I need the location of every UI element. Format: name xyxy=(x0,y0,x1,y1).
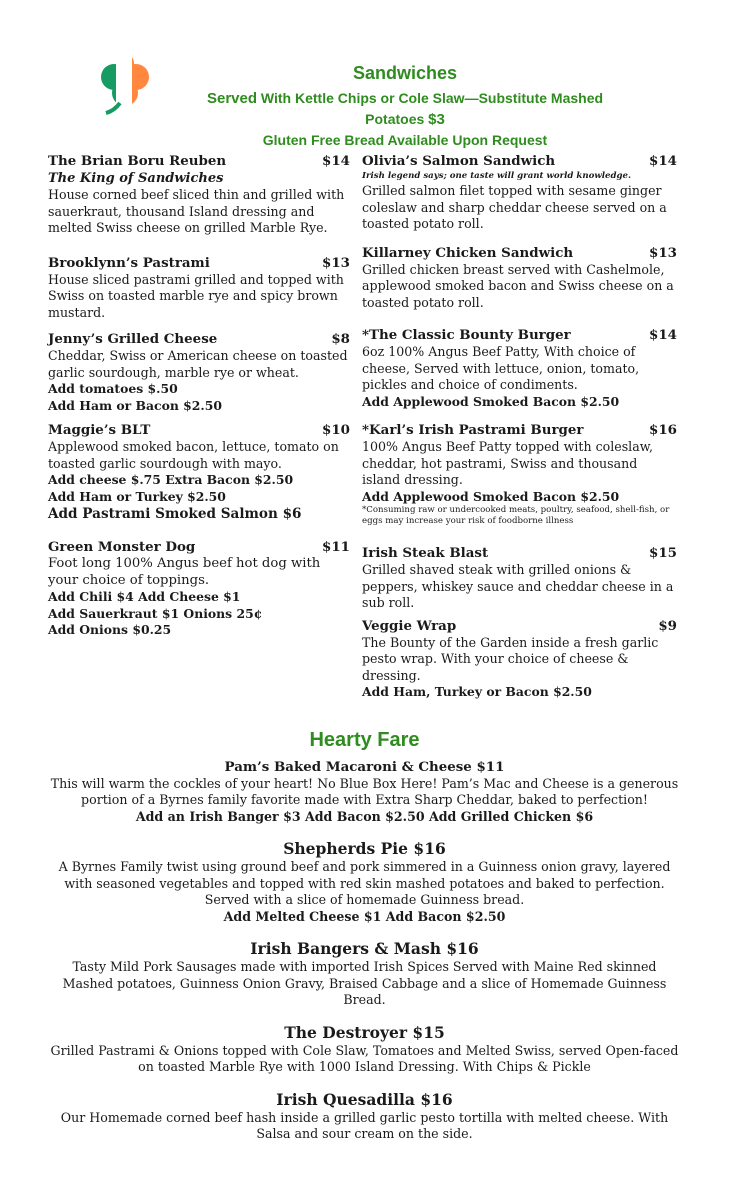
hearty-item xyxy=(50,1090,679,1143)
item-price: $13 xyxy=(649,244,677,261)
gluten-free-note: Gluten Free Bread Available Upon Request xyxy=(262,132,548,148)
item-name: The Brian Boru Reuben xyxy=(48,153,227,169)
shamrock-flag-logo xyxy=(94,55,156,117)
item-addon: Add tomatoes $.50 xyxy=(48,381,178,396)
item-price: $16 xyxy=(649,422,677,438)
menu-item xyxy=(362,245,677,312)
item-name: *The Classic Bounty Burger xyxy=(362,327,571,343)
item-name: Brooklynn’s Pastrami xyxy=(48,254,210,271)
item-description: Grilled chicken breast served with Cashelmole, applewood smoked bacon and Swiss cheese on a toasted potato roll. xyxy=(362,261,674,310)
item-price: $15 xyxy=(649,545,677,561)
item-name: Irish Steak Blast xyxy=(362,545,489,561)
item-description: Cheddar, Swiss or American cheese on toasted garlic sourdough, marble rye or wheat. xyxy=(48,348,348,380)
item-addon: Add Sauerkraut $1 Onions 25¢ xyxy=(48,605,263,621)
item-addon: Add Chili $4 Add Cheese $1 xyxy=(48,589,241,604)
item-addon: Add Ham or Bacon $2.50 xyxy=(48,397,222,413)
food-safety-disclaimer: *Consuming raw or undercooked meats, poultry, seafood, shell-fish, or eggs may increase your risk of foodborne illness xyxy=(362,505,670,526)
item-price: $14 xyxy=(649,327,677,343)
item-name: Maggie’s BLT xyxy=(48,422,151,438)
item-description: Grilled shaved steak with grilled onions & peppers, whiskey sauce and cheddar cheese in a sub roll. xyxy=(362,562,674,610)
hearty-item-name: Irish Quesadilla $16 xyxy=(276,1089,453,1109)
menu-item xyxy=(362,545,677,612)
item-tagline: Irish legend says; one taste will grant world knowledge. xyxy=(362,171,631,181)
item-addon: Add Ham, Turkey or Bacon $2.50 xyxy=(362,684,592,699)
hearty-item-name: The Destroyer $15 xyxy=(284,1022,445,1042)
hearty-item-addon: Add an Irish Banger $3 Add Bacon $2.50 Add Grilled Chicken $6 xyxy=(135,808,594,824)
item-description: The Bounty of the Garden inside a fresh garlic pesto wrap. With your choice of cheese & dressing. xyxy=(362,634,659,683)
hearty-item xyxy=(50,839,679,925)
hearty-item xyxy=(50,939,679,1009)
menu-item xyxy=(362,618,677,701)
hearty-fare-title: Hearty Fare xyxy=(309,729,420,751)
menu-item xyxy=(48,539,350,639)
hearty-item-name: Pam’s Baked Macaroni & Cheese $11 xyxy=(224,759,505,775)
item-addon: Add cheese $.75 Extra Bacon $2.50 xyxy=(48,472,294,487)
served-with-line: Served With Kettle Chips or Cole Slaw—Substitute Mashed Potatoes $3 xyxy=(206,90,604,128)
item-description: Grilled salmon filet topped with sesame ginger coleslaw and sharp cheddar cheese served on a toasted potato roll. xyxy=(362,183,667,231)
item-addon: Add Applewood Smoked Bacon $2.50 xyxy=(362,393,620,409)
left-menu-column xyxy=(48,153,350,639)
item-price: $13 xyxy=(322,254,350,271)
item-price: $9 xyxy=(658,617,677,634)
hearty-item-description: Grilled Pastrami & Onions topped with Cole Slaw, Tomatoes and Melted Swiss, served Open-faced on toasted Marble Rye with 1000 Island Dressing. With Chips & Pickle xyxy=(50,1042,679,1074)
menu-item xyxy=(48,422,350,523)
item-addon: Add Onions $0.25 xyxy=(48,622,172,637)
item-description: 100% Angus Beef Patty topped with coleslaw, cheddar, hot pastrami, Swiss and thousand island dressing. xyxy=(362,439,654,487)
menu-item xyxy=(362,327,677,410)
item-description: Applewood smoked bacon, lettuce, tomato on toasted garlic sourdough with mayo. xyxy=(48,439,339,471)
hearty-fare-section xyxy=(0,727,729,1143)
item-description: 6oz 100% Angus Beef Patty, With choice of cheese, Served with lettuce, onion, tomato, pickles and choice of condiments. xyxy=(362,344,640,392)
hearty-item-description: A Byrnes Family twist using ground beef and pork simmered in a Guinness onion gravy, layered with seasoned vegetables and topped with red skin mashed potatoes and baked to perfection. Served with a slice of homemade Guinness bread. xyxy=(58,859,671,907)
hearty-item-name: Shepherds Pie $16 xyxy=(283,839,446,858)
hearty-item-description: Our Homemade corned beef hash inside a grilled garlic pesto tortilla with melted cheese. With Salsa and sour cream on the side. xyxy=(60,1109,669,1141)
item-name: *Karl’s Irish Pastrami Burger xyxy=(362,422,584,438)
item-description: House sliced pastrami grilled and topped with Swiss on toasted marble rye and spicy brown mustard. xyxy=(48,271,344,320)
hearty-item-addon: Add Melted Cheese $1 Add Bacon $2.50 xyxy=(223,908,506,924)
item-price: $14 xyxy=(322,153,350,169)
hearty-item xyxy=(50,1023,679,1076)
item-name: Olivia’s Salmon Sandwich xyxy=(362,153,556,169)
sandwiches-header xyxy=(180,62,630,150)
menu-item xyxy=(48,255,350,322)
item-description: House corned beef sliced thin and grilled with sauerkraut, thousand Island dressing and melted Swiss cheese on grilled Marble Rye. xyxy=(48,187,345,235)
item-description: Foot long 100% Angus beef hot dog with your choice of toppings. xyxy=(48,556,321,588)
item-name: Veggie Wrap xyxy=(362,617,457,634)
item-price: $8 xyxy=(331,331,350,347)
item-price: $14 xyxy=(649,153,677,169)
item-name: Green Monster Dog xyxy=(48,539,196,555)
item-tagline: The King of Sandwiches xyxy=(48,171,224,186)
hearty-item-description: Tasty Mild Pork Sausages made with imported Irish Spices Served with Maine Red skinned Mashed potatoes, Guinness Onion Gravy, Braised Cabbage and a slice of Homemade Guinness Bread. xyxy=(62,959,667,1007)
item-addon: Add Pastrami Smoked Salmon $6 xyxy=(48,506,302,522)
menu-item xyxy=(362,422,677,527)
item-price: $11 xyxy=(322,539,350,555)
hearty-item-name: Irish Bangers & Mash $16 xyxy=(250,939,479,958)
hearty-item-description: This will warm the cockles of your heart! No Blue Box Here! Pam’s Mac and Cheese is a generous portion of a Byrnes family favorite made with Extra Sharp Cheddar, baked to perfection! xyxy=(50,775,679,807)
menu-item xyxy=(362,153,677,233)
item-name: Jenny’s Grilled Cheese xyxy=(48,331,218,347)
hearty-item xyxy=(50,759,679,825)
right-menu-column xyxy=(362,153,677,701)
item-price: $10 xyxy=(322,422,350,438)
item-addon: Add Ham or Turkey $2.50 xyxy=(48,488,226,504)
item-name: Killarney Chicken Sandwich xyxy=(362,244,574,261)
menu-item xyxy=(48,153,350,237)
item-addon: Add Applewood Smoked Bacon $2.50 xyxy=(362,488,620,504)
section-title: Sandwiches xyxy=(352,63,458,83)
menu-item xyxy=(48,331,350,414)
